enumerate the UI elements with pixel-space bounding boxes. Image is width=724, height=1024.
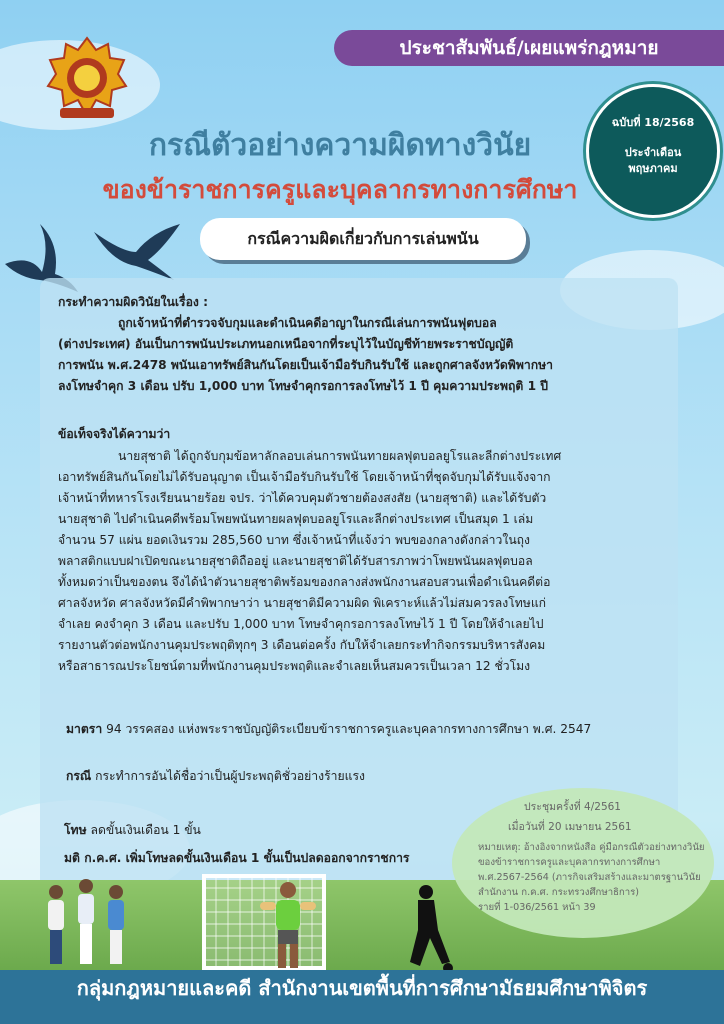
facts-line: จำเลย คงจำคุก 3 เดือน และปรับ 1,000 บาท โทษจำคุกรอการลงโทษไว้ 1 ปี โดยให้จำเลยไป [58, 617, 544, 631]
offense-line: การพนัน พ.ศ.2478 พนันเอาทรัพย์สินกันโดยเป็นเจ้ามือรับกินรับใช้ และถูกศาลจังหวัดพิพากษา [58, 358, 553, 372]
case-label: กรณี [66, 769, 92, 783]
sub-title: ของข้าราชการครูและบุคลากรทางการศึกษา [102, 175, 578, 204]
main-title: กรณีตัวอย่างความผิดทางวินัย [148, 128, 532, 163]
facts-heading: ข้อเท็จจริงได้ความว่า [58, 427, 171, 441]
facts-line: นายสุชาติ ไปดำเนินคดีพร้อมโพยพนันทายผลฟุตบอลยูโรและลีกต่างประเทศ เป็นสมุด 1 เล่ม [58, 512, 534, 526]
player-silhouette-icon [398, 884, 458, 974]
penalty-text: ลดขั้นเงินเดือน 1 ขั้น [90, 823, 201, 837]
penalty-section [64, 820, 201, 841]
topic-label: กรณีความผิดเกี่ยวกับการเล่นพนัน [200, 218, 526, 260]
law-text: 94 วรรคสอง แห่งพระราชบัญญัติระเบียบข้าราชการครูและบุคลากรทางการศึกษา พ.ศ. 2547 [106, 722, 592, 736]
meeting-note: ของข้าราชการครูและบุคลากรทางการศึกษา [478, 857, 661, 868]
facts-line: เจ้าหน้าที่ทหารโรงเรียนนายร้อย จปร. ว่าได้ควบคุมตัวชายต้องสงสัย (นายสุชาติ) และได้รับตัว [58, 491, 547, 505]
facts-line: นายสุชาติ ได้ถูกจับกุมข้อหาลักลอบเล่นการพนันทายผลฟุตบอลยูโรและลีกต่างประเทศ [118, 449, 562, 463]
meeting-note: สำนักงาน ก.ค.ศ. กระทรวงศึกษาธิการ) [478, 887, 640, 898]
facts-line: จำนวน 57 แผ่น ยอดเงินรวม 285,560 บาท ซึ่งเจ้าหน้าที่แจ้งว่า พบของกลางดังกล่าวในถุง [58, 533, 530, 547]
facts-line: หรือสาธารณประโยชน์ตามที่พนักงานคุมประพฤติและจำเลยเห็นสมควรเป็นเวลา 12 ชั่วโมง [58, 659, 531, 673]
law-section [66, 719, 591, 740]
meeting-note: หมายเหตุ: อ้างอิงจากหนังสือ คู่มือกรณีตัวอย่างทางวินัย [478, 842, 705, 853]
offense-line: ถูกเจ้าหน้าที่ตำรวจจับกุมและดำเนินคดีอาญาในกรณีเล่นการพนันฟุตบอล [118, 316, 497, 330]
facts-line: ทั้งหมดว่าเป็นของตน จึงได้นำตัวนายสุชาติพร้อมของกลางส่งพนักงานสอบสวนเพื่อดำเนินคดีต่อ [58, 575, 551, 589]
offense-heading: กระทำความผิดวินัยในเรื่อง : [58, 295, 208, 309]
goalkeeper-icon [258, 880, 318, 970]
issue-period-label: ประจำเดือน [624, 146, 682, 159]
fans-icon [36, 872, 136, 968]
meeting-note: รายที่ 1-036/2561 หน้า 39 [478, 902, 596, 913]
agency-logo [46, 36, 128, 122]
case-text: กระทำการอันได้ชื่อว่าเป็นผู้ประพฤติชั่วอย่างร้ายแรง [95, 769, 365, 783]
offense-line: ลงโทษจำคุก 3 เดือน ปรับ 1,000 บาท โทษจำคุกรอการลงโทษไว้ 1 ปี คุมความประพฤติ 1 ปี [58, 379, 549, 393]
meeting-note: พ.ศ.2567-2564 (ภารกิจเสริมสร้างและมาตรฐานวินัย [478, 872, 701, 883]
bird-icon [92, 222, 182, 282]
penalty-label: โทษ [64, 823, 87, 837]
facts-line: รายงานตัวต่อพนักงานคุมประพฤติทุกๆ 3 เดือนต่อครั้ง กับให้จำเลยกระทำกิจกรรมบริหารสังคม [58, 638, 546, 652]
meeting-date: เมื่อวันที่ 20 เมษายน 2561 [508, 821, 632, 833]
facts-line: เอาทรัพย์สินกันโดยไม่ได้รับอนุญาต เป็นเจ้ามือรับกินรับใช้ โดยเจ้าหน้าที่ชุดจับกุมได้รับแจ้งจาก [58, 470, 551, 484]
offense-line: (ต่างประเทศ) อันเป็นการพนันประเภทนอกเหนือจากที่ระบุไว้ในบัญชีท้ายพระราชบัญญัติ [58, 337, 514, 351]
footer-banner: กลุ่มกฎหมายและคดี สำนักงานเขตพื้นที่การศึกษามัธยมศึกษาพิจิตร [0, 970, 724, 1024]
header-ribbon: ประชาสัมพันธ์/เผยแพร่กฎหมาย [334, 30, 724, 66]
issue-number: ฉบับที่ 18/2568 [611, 116, 695, 129]
issue-period-month: พฤษภาคม [628, 162, 678, 175]
meeting-number: ประชุมครั้งที่ 4/2561 [524, 801, 621, 813]
resolution-text: มติ ก.ค.ศ. เพิ่มโทษลดขั้นเงินเดือน 1 ขั้นเป็นปลดออกจากราชการ [64, 851, 410, 865]
facts-line: ศาลจังหวัด ศาลจังหวัดมีคำพิพากษาว่า นายสุชาติมีความผิด พิเคราะห์แล้วไม่สมควรลงโทษแก่ [58, 596, 547, 610]
facts-line: พลาสติกแบบฝาเปิดขณะนายสุชาติถืออยู่ และนายสุชาติได้รับสารภาพว่าโพยพนันผลฟุตบอล [58, 554, 533, 568]
case-section [66, 766, 365, 787]
law-label: มาตรา [66, 722, 103, 736]
